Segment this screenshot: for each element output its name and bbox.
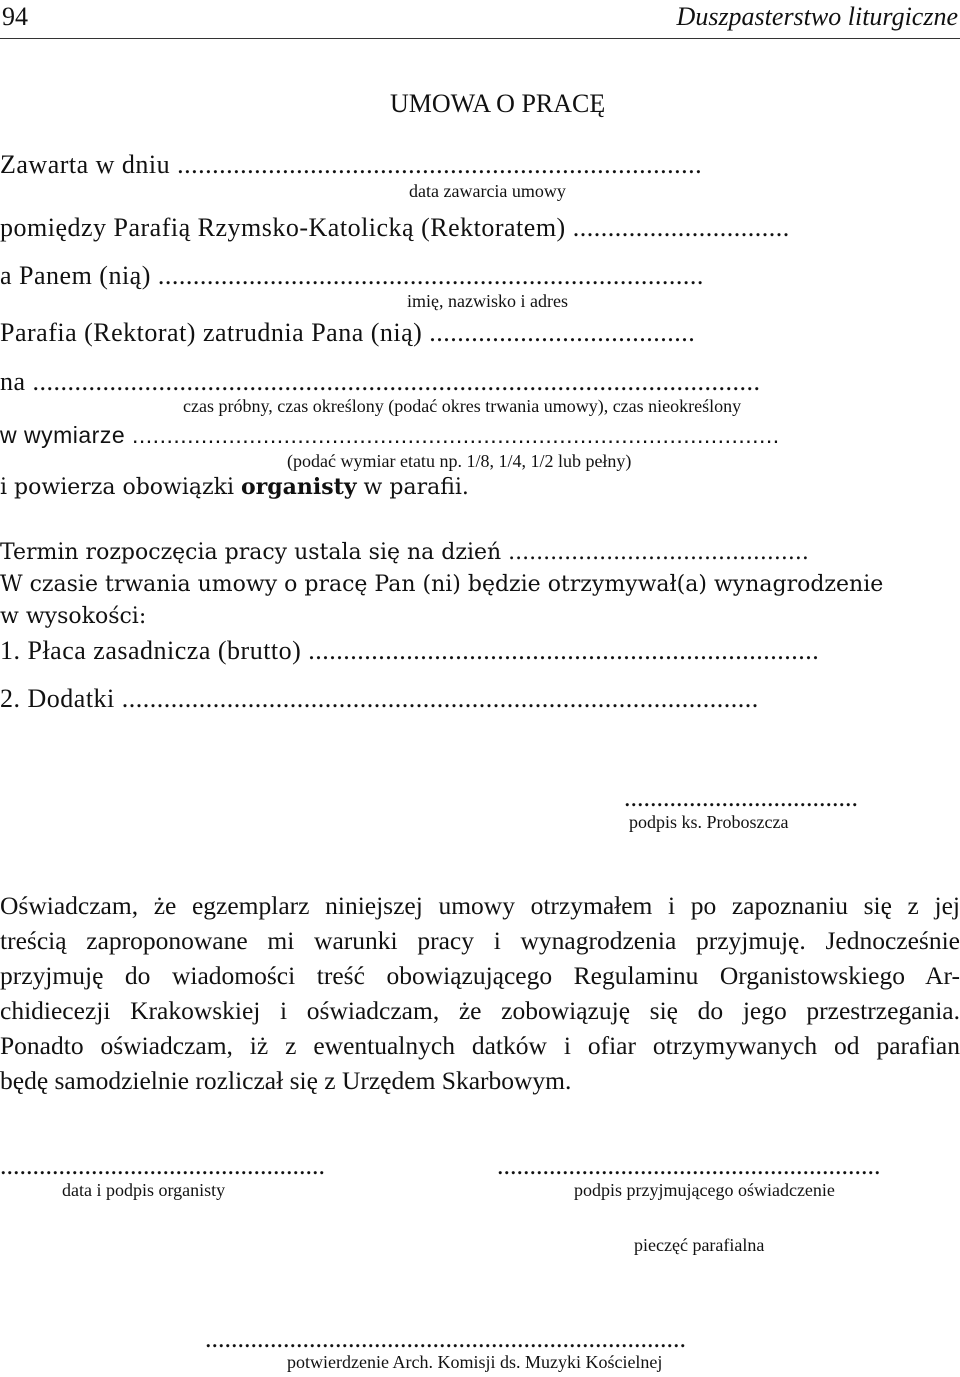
base-salary-field[interactable]: 1. Płaca zasadnicza (brutto) ......................................................................... xyxy=(0,636,820,665)
hours-caption: (podać wymiar etatu np. 1/8, 1/4, 1/2 lub pełny) xyxy=(287,451,632,471)
duties-text-end: w parafii. xyxy=(356,475,469,500)
contract-date-caption: data zawarcia umowy xyxy=(409,181,566,201)
organist-signature-caption: data i podpis organisty xyxy=(62,1180,226,1200)
period-field[interactable]: na ........................................................................................................ xyxy=(0,367,761,396)
declaration-line: treścią zaproponowane mi warunki pracy i wynagrodzenia przyjmuję. Jednocześnie xyxy=(0,926,960,955)
receiver-signature-caption: podpis przyjmującego oświadczenie xyxy=(574,1180,835,1200)
duties-line xyxy=(0,476,469,499)
contract-date-field[interactable]: Zawarta w dniu ........................................................................... xyxy=(0,150,703,179)
receiver-signature-field[interactable]: ........................................................... xyxy=(497,1151,881,1180)
header-rule xyxy=(0,38,960,39)
document-title: UMOWA O PRACĘ xyxy=(390,89,606,118)
hours-field[interactable]: w wymiarze .............................................................................................. xyxy=(0,422,780,448)
employee-caption: imię, nazwisko i adres xyxy=(407,291,568,311)
commission-confirmation-caption: potwierdzenie Arch. Komisji ds. Muzyki Kościelnej xyxy=(287,1352,663,1372)
declaration-line: chidiecezji Krakowskiej i oświadczam, że zobowiązuję się do jego przestrzegania. xyxy=(0,996,960,1025)
declaration-line: Ponadto oświadczam, iż z ewentualnych datków i ofiar otrzymywanych od parafian xyxy=(0,1031,960,1060)
duties-text: i powierza obowiązki xyxy=(0,475,241,500)
allowances-field[interactable]: 2. Dodatki ........................................................................................... xyxy=(0,684,759,713)
commission-confirmation-field[interactable]: .......................................................................... xyxy=(205,1324,686,1353)
pastor-signature-caption: podpis ks. Proboszcza xyxy=(629,812,789,832)
parish-seal-caption: pieczęć parafialna xyxy=(634,1235,765,1255)
declaration-line: będę samodzielnie rozliczał się z Urzędem Skarbowym. xyxy=(0,1066,572,1095)
start-date-field[interactable]: Termin rozpoczęcia pracy ustala się na dzień ........................................... xyxy=(0,540,809,565)
salary-line: W czasie trwania umowy o pracę Pan (ni) będzie otrzymywał(a) wynagrodzenie xyxy=(0,572,884,597)
organist-signature-field[interactable]: .................................................. xyxy=(0,1151,325,1180)
running-title: Duszpasterstwo liturgiczne xyxy=(676,2,958,31)
salary-line-2: w wysokości: xyxy=(0,604,147,629)
pastor-signature-field[interactable]: .................................... xyxy=(624,783,858,812)
declaration-line: przyjmuję do wiadomości treść obowiązującego Regulaminu Organistowskiego Ar- xyxy=(0,961,960,990)
page-number: 94 xyxy=(2,2,28,31)
parish-field[interactable]: pomiędzy Parafią Rzymsko-Katolicką (Rektoratem) ............................... xyxy=(0,213,790,242)
employee-field[interactable]: a Panem (nią) .............................................................................. xyxy=(0,261,704,290)
declaration-line: Oświadczam, że egzemplarz niniejszej umowy otrzymałem i po zapoznaniu się z jej xyxy=(0,891,960,920)
organist-role: organisty xyxy=(240,474,357,500)
period-caption: czas próbny, czas określony (podać okres trwania umowy), czas nieokreślony xyxy=(183,396,742,416)
employs-field[interactable]: Parafia (Rektorat) zatrudnia Pana (nią) ...................................... xyxy=(0,318,696,347)
